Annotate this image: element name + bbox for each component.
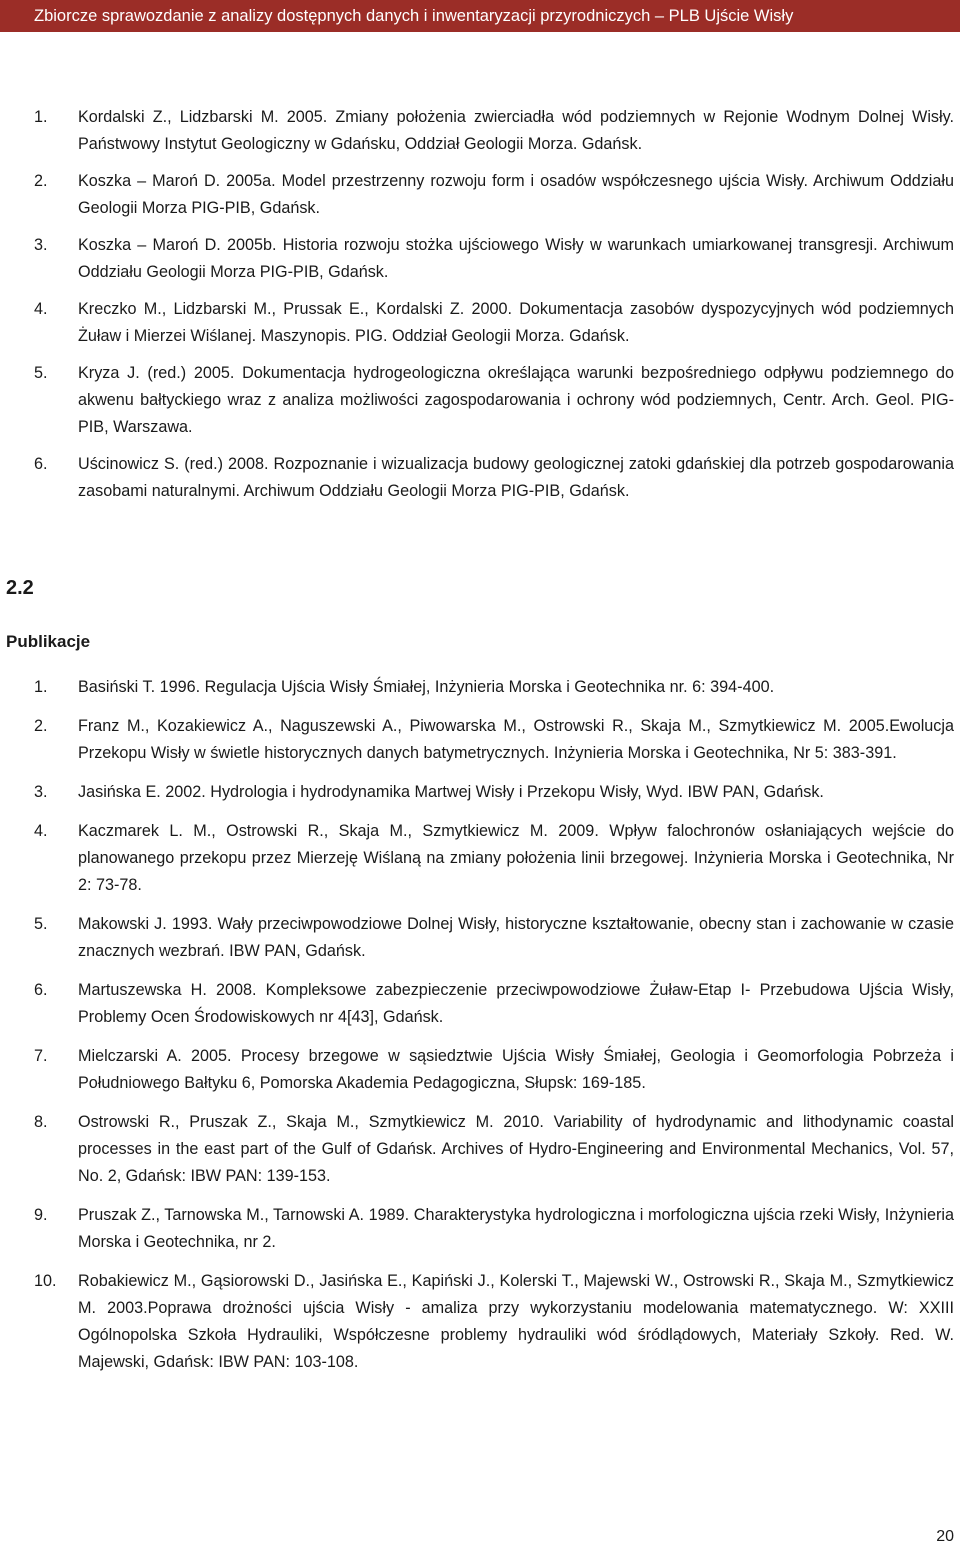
item-number: 4. (34, 822, 48, 840)
item-number: 3. (34, 783, 48, 801)
publication-list (0, 674, 960, 1388)
item-text: Koszka – Maroń D. 2005a. Model przestrzenny rozwoju form i osadów współczesnego ujścia Wisły. Archiwum Oddziału Geologii Morza PIG-PIB, Gdańsk. (78, 172, 954, 217)
item-number: 3. (34, 236, 48, 254)
item-text: Franz M., Kozakiewicz A., Naguszewski A., Piwowarska M., Ostrowski R., Skaja M., Szmytkiewicz M. 2005.Ewolucja Przekopu Wisły w świetle historycznych danych batymetrycznych. Inżynieria Morska i Geotechnika, Nr 5: 383-391. (78, 717, 954, 762)
item-number: 1. (34, 108, 48, 126)
item-text: Mielczarski A. 2005. Procesy brzegowe w sąsiedztwie Ujścia Wisły Śmiałej, Geologia i Geomorfologia Pobrzeża i Południowego Bałtyku 6, Pomorska Akademia Pedagogiczna, Słupsk: 169-185. (78, 1047, 954, 1092)
source-list (0, 104, 960, 515)
list-item (0, 713, 960, 767)
list-item (0, 911, 960, 965)
list-item (0, 1202, 960, 1256)
document-header (0, 0, 960, 32)
item-text: Martuszewska H. 2008. Kompleksowe zabezpieczenie przeciwpowodziowe Żuław-Etap I- Przebudowa Ujścia Wisły, Problemy Ocen Środowiskowych nr 4[43], Gdańsk. (78, 981, 954, 1026)
item-text: Basiński T. 1996. Regulacja Ujścia Wisły Śmiałej, Inżynieria Morska i Geotechnika nr. 6: 394-400. (78, 678, 775, 696)
list-item (0, 1268, 960, 1376)
list-item (0, 451, 960, 505)
section-number: 2.2 (6, 577, 34, 599)
list-item (0, 1043, 960, 1097)
item-text: Makowski J. 1993. Wały przeciwpowodziowe Dolnej Wisły, historyczne kształtowanie, obecny stan i zachowanie w czasie znacznych wezbrań. IBW PAN, Gdańsk. (78, 915, 954, 960)
item-text: Robakiewicz M., Gąsiorowski D., Jasińska E., Kapiński J., Kolerski T., Majewski W., Ostrowski R., Skaja M., Szmytkiewicz M. 2003.Poprawa drożności ujścia Wisły - amaliza przy wykorzystaniu modelowania matematycznego. W: XXIII Ogólnopolska Szkoła Hydrauliki, Współczesne problemy hydrauliki wód śródlądowych, Materiały Szkoły. Red. W. Majewski, Gdańsk: IBW PAN: 103-108. (78, 1272, 954, 1371)
list-item (0, 818, 960, 899)
header-title: Zbiorcze sprawozdanie z analizy dostępnych danych i inwentaryzacji przyrodniczych – PLB Ujście Wisły (34, 7, 794, 25)
list-item (0, 232, 960, 286)
item-number: 9. (34, 1206, 48, 1224)
item-number: 5. (34, 915, 48, 933)
list-item (0, 977, 960, 1031)
item-text: Pruszak Z., Tarnowska M., Tarnowski A. 1989. Charakterystyka hydrologiczna i morfologiczna ujścia rzeki Wisły, Inżynieria Morska i Geotechnika, nr 2. (78, 1206, 954, 1251)
list-item (0, 779, 960, 806)
item-number: 1. (34, 678, 48, 696)
list-item (0, 296, 960, 350)
item-number: 7. (34, 1047, 48, 1065)
item-text: Uścinowicz S. (red.) 2008. Rozpoznanie i wizualizacja budowy geologicznej zatoki gdańskiej dla potrzeb gospodarowania zasobami naturalnymi. Archiwum Oddziału Geologii Morza PIG-PIB, Gdańsk. (78, 455, 954, 500)
item-text: Kordalski Z., Lidzbarski M. 2005. Zmiany położenia zwierciadła wód podziemnych w Rejonie Wodnym Dolnej Wisły. Państwowy Instytut Geologiczny w Gdańsku, Oddział Geologii Morza. Gdańsk. (78, 108, 954, 153)
list-item (0, 168, 960, 222)
item-number: 2. (34, 172, 48, 190)
item-text: Jasińska E. 2002. Hydrologia i hydrodynamika Martwej Wisły i Przekopu Wisły, Wyd. IBW PAN, Gdańsk. (78, 783, 824, 801)
list-item (0, 674, 960, 701)
item-number: 10. (34, 1272, 57, 1290)
item-number: 5. (34, 364, 48, 382)
list-item (0, 104, 960, 158)
list-item (0, 1109, 960, 1190)
item-text: Kreczko M., Lidzbarski M., Prussak E., Kordalski Z. 2000. Dokumentacja zasobów dyspozycyjnych wód podziemnych Żuław i Mierzei Wiślanej. Maszynopis. PIG. Oddział Geologii Morza. Gdańsk. (78, 300, 954, 345)
item-text: Kaczmarek L. M., Ostrowski R., Skaja M., Szmytkiewicz M. 2009. Wpływ falochronów osłaniających wejście do planowanego przekopu przez Mierzeję Wiślaną na zmiany położenia linii brzegowej. Inżynieria Morska i Geotechnika, Nr 2: 73-78. (78, 822, 954, 894)
item-text: Ostrowski R., Pruszak Z., Skaja M., Szmytkiewicz M. 2010. Variability of hydrodynamic and lithodynamic coastal processes in the east part of the Gulf of Gdańsk. Archives of Hydro-Engineering and Environmental Mechanics, Vol. 57, No. 2, Gdańsk: IBW PAN: 139-153. (78, 1113, 954, 1185)
list-item (0, 360, 960, 441)
page-number: 20 (936, 1528, 954, 1545)
item-number: 2. (34, 717, 48, 735)
item-number: 6. (34, 981, 48, 999)
item-text: Koszka – Maroń D. 2005b. Historia rozwoju stożka ujściowego Wisły w warunkach umiarkowanej transgresji. Archiwum Oddziału Geologii Morza PIG-PIB, Gdańsk. (78, 236, 954, 281)
item-text: Kryza J. (red.) 2005. Dokumentacja hydrogeologiczna określająca warunki bezpośredniego odpływu podziemnego do akwenu bałtyckiego wraz z analiza możliwości zagospodarowania i ochrony wód podziemnych, Centr. Arch. Geol. PIG-PIB, Warszawa. (78, 364, 954, 436)
section-title: Publikacje (6, 632, 91, 651)
item-number: 6. (34, 455, 48, 473)
item-number: 4. (34, 300, 48, 318)
item-number: 8. (34, 1113, 48, 1131)
